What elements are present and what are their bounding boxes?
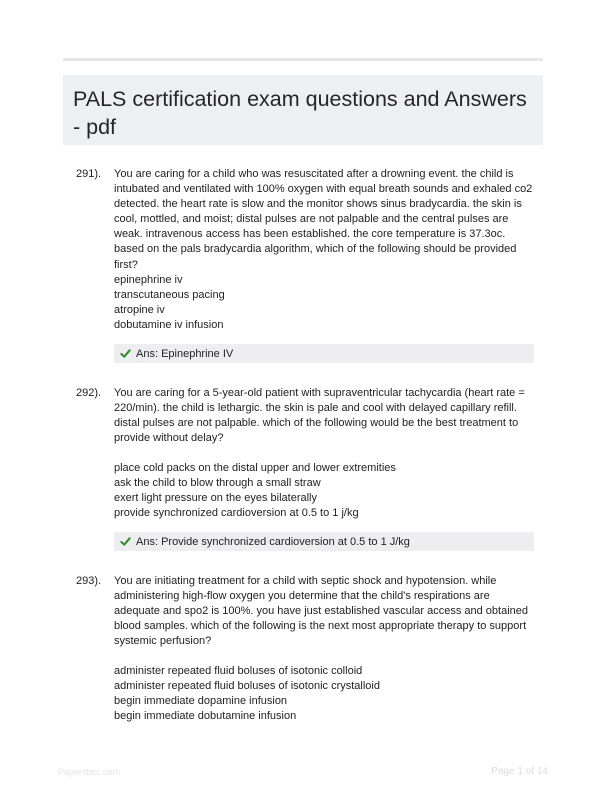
question-number: 293). <box>76 575 102 587</box>
check-icon <box>120 348 131 359</box>
option-item: begin immediate dobutamine infusion <box>114 710 297 723</box>
option-item: administer repeated fluid boluses of isotonic crystalloid <box>114 680 380 693</box>
option-item: provide synchronized cardioversion at 0.5 to 1 j/kg <box>114 507 359 520</box>
question-293 <box>76 574 542 734</box>
option-item: place cold packs on the distal upper and lower extremities <box>114 462 396 474</box>
option-item: exert light pressure on the eyes bilaterally <box>114 492 317 505</box>
option-item: administer repeated fluid boluses of isotonic colloid <box>114 665 363 677</box>
option-item: transcutaneous pacing <box>114 289 225 302</box>
option-list <box>114 461 534 521</box>
question-292 <box>76 386 542 566</box>
option-list <box>114 664 534 724</box>
question-text: You are caring for a 5-year-old patient with supraventricular tachycardia (heart rate = 220/min). the child is lethargic. the skin is pale and cool with delayed capillary refill. distal pulses are not palpable. which of the following would be the best treatment to provide without delay? <box>114 387 525 445</box>
question-number: 291). <box>76 168 102 180</box>
question-291 <box>76 167 542 367</box>
check-icon <box>120 536 131 547</box>
page-number: Page 1 of 14 <box>491 766 548 777</box>
answer-text: Ans: Epinephrine IV <box>136 347 234 360</box>
question-text: You are initiating treatment for a child with septic shock and hypotension. while administering high-flow oxygen you determine that the child's respirations are adequate and spo2 is 100%. you have just established vascular access and obtained blood samples. which of the following is the next most appropriate therapy to support systemic perfusion? <box>114 575 529 648</box>
option-item: epinephrine iv <box>114 274 183 286</box>
question-number: 292). <box>76 387 102 399</box>
answer-box <box>114 344 534 363</box>
footer-watermark: Paperitbtic.com <box>58 767 121 777</box>
option-item: dobutamine iv infusion <box>114 319 224 332</box>
answer-text: Ans: Provide synchronized cardioversion at 0.5 to 1 J/kg <box>136 535 410 548</box>
title-banner <box>63 75 543 145</box>
question-text: You are caring for a child who was resuscitated after a drowning event. the child is intubated and ventilated with 100% oxygen with equal breath sounds and exhaled co2 detected. the heart rate is slow and the monitor shows sinus bradycardia. the skin is cool, mottled, and moist; distal pulses are not palpable and the central pulses are weak. intravenous access has been established. the core temperature is 37.3oc. based on the pals bradycardia algorithm, which of the following should be provided first? <box>114 168 533 271</box>
answer-box <box>114 532 534 551</box>
option-item: ask the child to blow through a small straw <box>114 477 321 490</box>
page-title: PALS certification exam questions and Answers - pdf <box>73 87 527 139</box>
option-item: atropine iv <box>114 304 165 317</box>
top-divider <box>63 58 543 61</box>
option-list <box>114 273 534 333</box>
option-item: begin immediate dopamine infusion <box>114 695 288 708</box>
